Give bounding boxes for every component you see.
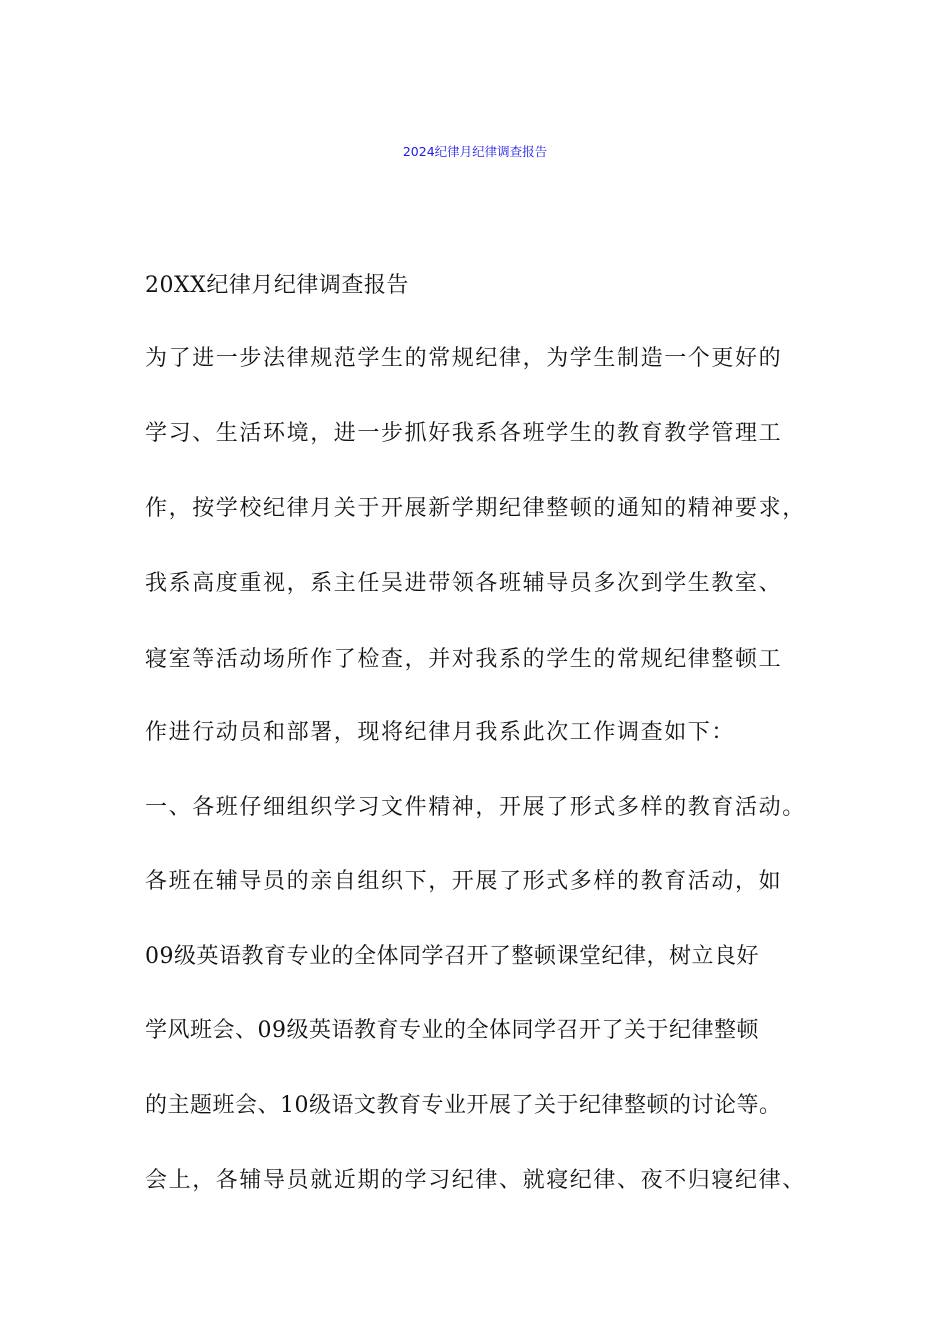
paragraph-line: 20XX纪律月纪律调查报告 <box>145 273 409 298</box>
paragraph-line: 作，按学校纪律月关于开展新学期纪律整顿的通知的精神要求， <box>145 496 806 521</box>
paragraph-line: 会上，各辅导员就近期的学习纪律、就寝纪律、夜不归寝纪律、 <box>145 1168 806 1193</box>
paragraph-line: 学习、生活环境，进一步抓好我系各班学生的教育教学管理工 <box>145 421 783 446</box>
paragraph-line: 我系高度重视，系主任吴进带领各班辅导员多次到学生教室、 <box>145 571 783 596</box>
paragraph-line: 09级英语教育专业的全体同学召开了整顿课堂纪律，树立良好 <box>145 944 759 969</box>
paragraph-line: 作进行动员和部署，现将纪律月我系此次工作调查如下： <box>145 720 736 745</box>
paragraph-line: 一、各班仔细组织学习文件精神，开展了形式多样的教育活动。 <box>145 795 806 820</box>
paragraph-line: 的主题班会、10级语文教育专业开展了关于纪律整顿的讨论等。 <box>145 1093 782 1118</box>
paragraph-line: 寝室等活动场所作了检查，并对我系的学生的常规纪律整顿工 <box>145 647 783 672</box>
document-title: 2024纪律月纪律调查报告 <box>402 144 548 159</box>
paragraph-line: 各班在辅导员的亲自组织下，开展了形式多样的教育活动，如 <box>145 869 783 894</box>
paragraph-line: 为了进一步法律规范学生的常规纪律，为学生制造一个更好的 <box>145 346 783 371</box>
paragraph-line: 学风班会、09级英语教育专业的全体同学召开了关于纪律整顿 <box>145 1018 759 1043</box>
